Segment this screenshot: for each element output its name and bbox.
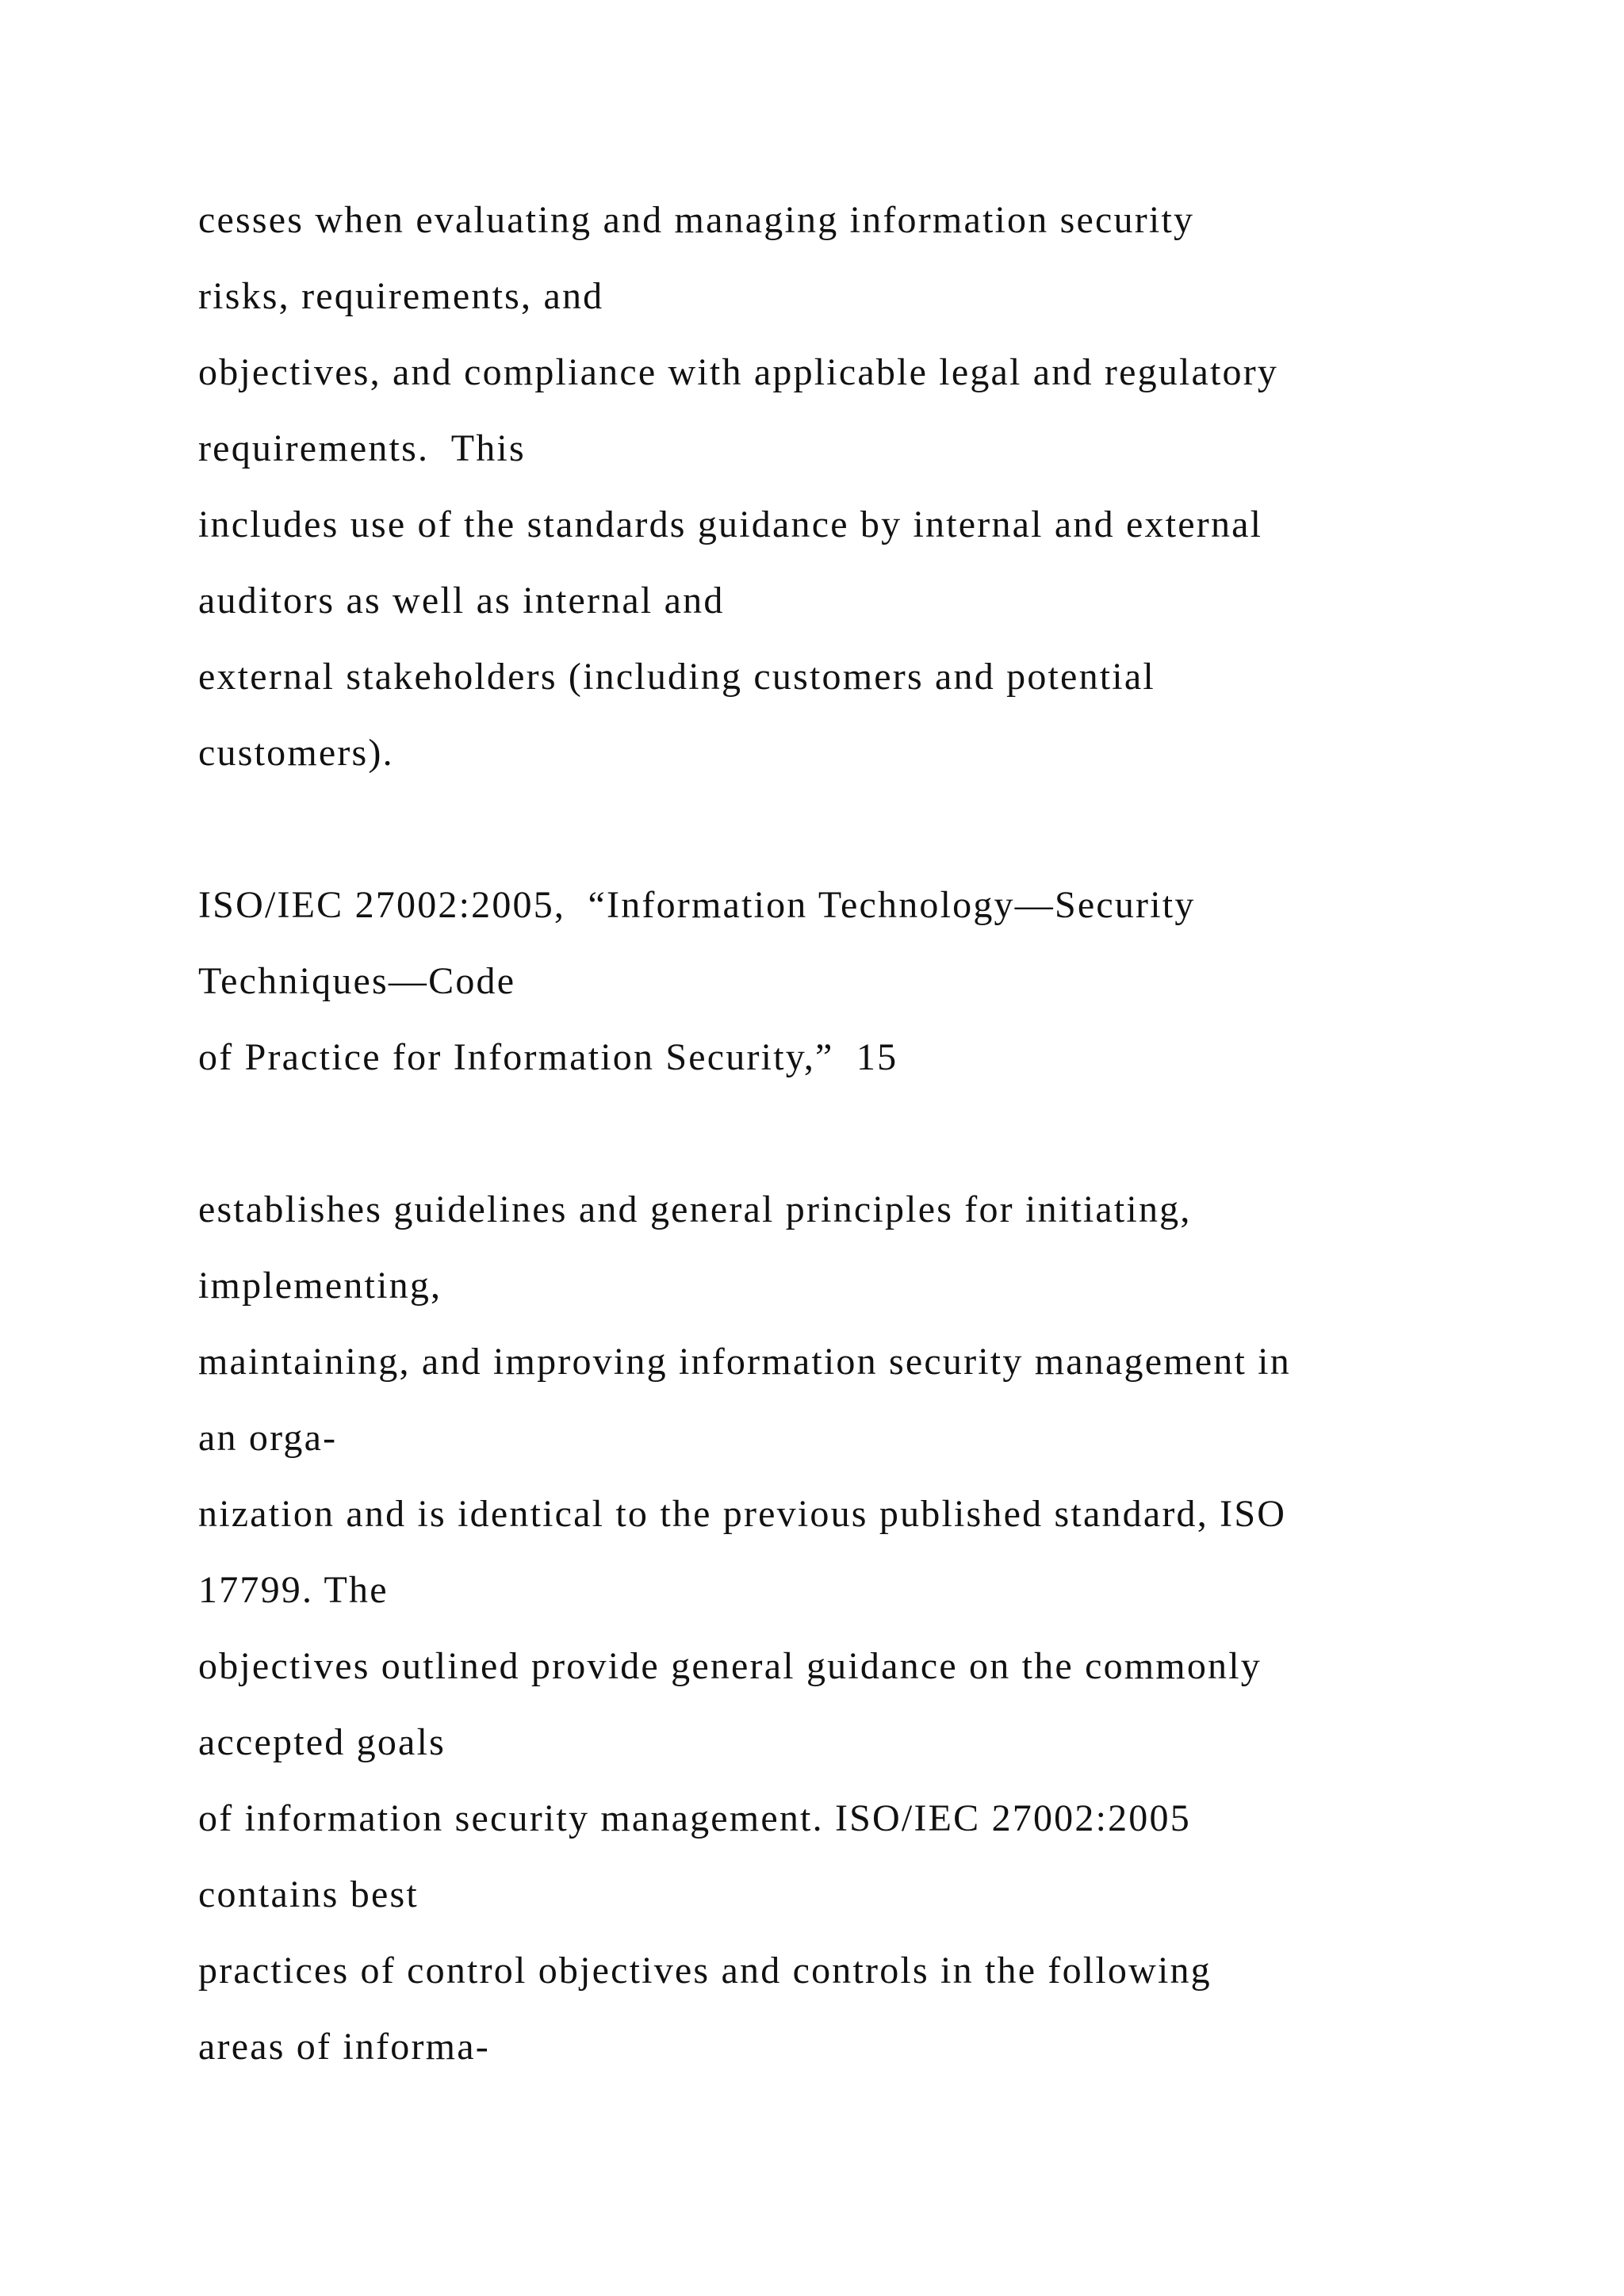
text-line: of Practice for Information Security,” 15 bbox=[198, 1036, 898, 1078]
text-line: 17799. The bbox=[198, 1569, 389, 1611]
text-line: auditors as well as internal and bbox=[198, 580, 725, 622]
text-line: risks, requirements, and bbox=[198, 275, 604, 317]
text-line: contains best bbox=[198, 1873, 419, 1915]
text-line: of information security management. ISO/IEC 27002:2005 bbox=[198, 1797, 1191, 1839]
text-line: implementing, bbox=[198, 1265, 442, 1307]
text-line: cesses when evaluating and managing information security bbox=[198, 199, 1195, 241]
text-line: nization and is identical to the previous published standard, ISO bbox=[198, 1493, 1287, 1535]
text-line: objectives outlined provide general guidance on the commonly bbox=[198, 1645, 1262, 1687]
text-line: accepted goals bbox=[198, 1721, 446, 1763]
text-line: external stakeholders (including customers and potential bbox=[198, 656, 1155, 698]
text-line: an orga- bbox=[198, 1417, 338, 1459]
text-line: objectives, and compliance with applicable legal and regulatory bbox=[198, 351, 1279, 393]
text-line: maintaining, and improving information security management in bbox=[198, 1341, 1291, 1383]
text-line: practices of control objectives and controls in the following bbox=[198, 1950, 1212, 1992]
text-line: requirements. This bbox=[198, 427, 526, 469]
text-line: Techniques—Code bbox=[198, 960, 516, 1002]
text-line: areas of informa- bbox=[198, 2026, 490, 2068]
text-line: customers). bbox=[198, 732, 394, 774]
text-line: establishes guidelines and general principles for initiating, bbox=[198, 1188, 1192, 1230]
text-line: ISO/IEC 27002:2005, “Information Technology—Security bbox=[198, 884, 1196, 926]
text-line: includes use of the standards guidance by internal and external bbox=[198, 503, 1263, 545]
